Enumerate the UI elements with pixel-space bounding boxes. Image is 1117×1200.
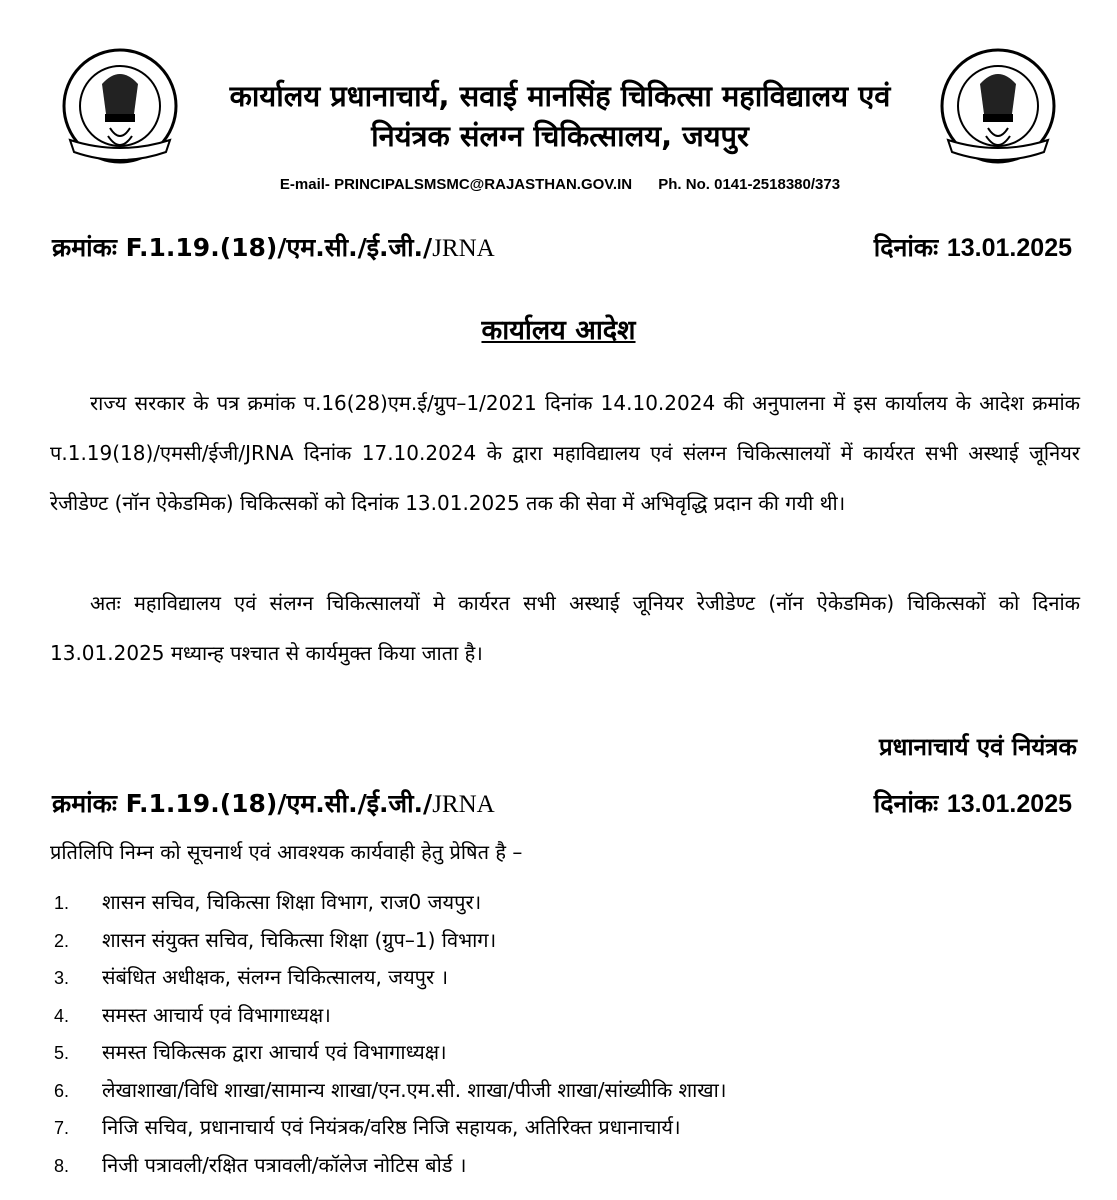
list-number: 2. (54, 930, 70, 951)
phone-number: Ph. No. 0141-2518380/373 (658, 176, 841, 193)
list-item (54, 1034, 726, 1072)
college-emblem-icon (50, 44, 190, 174)
list-text: समस्त आचार्य एवं विभागाध्यक्ष। (102, 1002, 331, 1027)
email-address: E-mail- PRINCIPALSMSMC@RAJASTHAN.GOV.IN (279, 176, 633, 193)
list-number: 6. (54, 1080, 70, 1101)
reference-code-part1: F.1.19.(18) (125, 233, 278, 262)
date-label: दिनांकः (873, 789, 939, 818)
reference-label: क्रमांकः (52, 233, 117, 262)
reference-number (52, 786, 495, 820)
copy-recipient-list (54, 884, 726, 1184)
list-number: 8. (54, 1155, 70, 1176)
list-text: शासन संयुक्त सचिव, चिकित्सा शिक्षा (ग्रुप–1) विभाग। (102, 927, 497, 952)
date-label: दिनांकः (873, 233, 939, 262)
order-paragraph-1: राज्य सरकार के पत्र क्रमांक प.16(28)एम.ई/ग्रुप–1/2021 दिनांक 14.10.2024 की अनुपालना में इस कार्यालय के आदेश क्रमांक प.1.19(18)/एमसी/ईजी/JRNA दिनांक 17.10.2024 के द्वारा महाविद्यालय एवं संलग्न चिकित्सालयों में कार्यरत सभी अस्थाई जूनियर रेजीडेण्ट (नॉन ऐकेडमिक) चिकित्सकों को दिनांक 13.01.2025 तक की सेवा में अभिवृद्धि प्रदान की गयी थी। (50, 391, 1080, 515)
list-text: लेखाशाखा/विधि शाखा/सामान्य शाखा/एन.एम.सी. शाखा/पीजी शाखा/सांख्यीकि शाखा। (102, 1077, 727, 1102)
list-number: 3. (54, 968, 70, 988)
reference-code-part1: F.1.19.(18) (125, 789, 278, 818)
reference-number (52, 230, 495, 264)
list-item (54, 959, 726, 997)
list-number: 4. (54, 1005, 70, 1026)
list-item (54, 884, 726, 922)
list-text: निजी पत्रावली/रक्षित पत्रावली/कॉलेज नोटिस बोर्ड । (102, 1152, 467, 1177)
list-text: संबंधित अधीक्षक, संलग्न चिकित्सालय, जयपुर । (102, 965, 449, 989)
list-text: समस्त चिकित्सक द्वारा आचार्य एवं विभागाध्यक्ष। (102, 1040, 447, 1064)
list-item (54, 1072, 726, 1110)
reference-line-top (52, 230, 1072, 266)
list-item (54, 1147, 726, 1185)
date-value: 13.01.2025 (946, 790, 1072, 818)
office-title: कार्यालय प्रधानाचार्य, सवाई मानसिंह चिकित्सा महाविद्यालय एवं नियंत्रक संलग्न चिकित्सालय, जयपुर (229, 79, 891, 153)
list-item (54, 1109, 726, 1147)
reference-label: क्रमांकः (52, 789, 117, 818)
reference-date (874, 786, 1072, 820)
list-number: 1. (54, 893, 70, 913)
reference-code-part3: JRNA (432, 235, 495, 262)
order-paragraph-2: अतः महाविद्यालय एवं संलग्न चिकित्सालयों मे कार्यरत सभी अस्थाई जूनियर रेजीडेण्ट (नॉन ऐकेडमिक) चिकित्सकों को दिनांक 13.01.2025 मध्यान्ह पश्चात से कार्यमुक्त किया जाता है। (50, 591, 1080, 665)
signatory-designation: प्रधानाचार्य एवं नियंत्रक (878, 733, 1077, 761)
copy-intro: प्रतिलिपि निम्न को सूचनार्थ एवं आवश्यक कार्यवाही हेतु प्रेषित है – (50, 840, 523, 864)
contact-line (200, 176, 920, 193)
list-text: निजि सचिव, प्रधानाचार्य एवं नियंत्रक/वरिष्ठ निजि सहायक, अतिरिक्त प्रधानाचार्य। (102, 1115, 681, 1139)
reference-line-bottom (52, 786, 1072, 822)
college-emblem-icon (928, 44, 1068, 174)
reference-date (874, 230, 1072, 264)
list-number: 7. (54, 1118, 70, 1138)
list-number: 5. (54, 1043, 70, 1063)
date-value: 13.01.2025 (946, 234, 1072, 262)
reference-code-part2: /एम.सी./ई.जी./ (277, 789, 433, 818)
list-item (54, 922, 726, 960)
list-item (54, 997, 726, 1035)
list-text: शासन सचिव, चिकित्सा शिक्षा विभाग, राज0 जयपुर। (102, 890, 482, 914)
reference-code-part3: JRNA (432, 791, 495, 818)
reference-code-part2: /एम.सी./ई.जी./ (277, 233, 433, 262)
order-title: कार्यालय आदेश (481, 315, 636, 346)
